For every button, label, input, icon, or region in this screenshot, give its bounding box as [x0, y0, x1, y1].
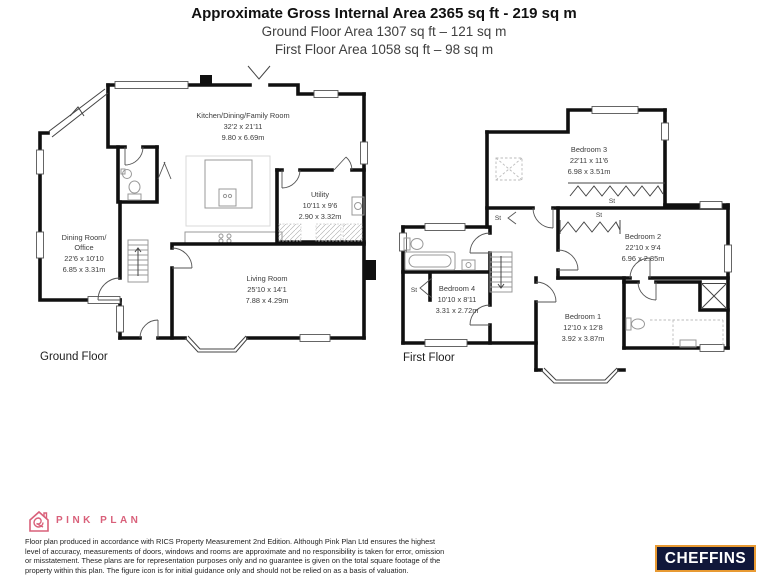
pink-plan-house-icon [27, 508, 51, 534]
first-area-subtitle: First Floor Area 1058 sq ft – 98 sq m [274, 42, 494, 57]
bedroom4-imperial: 10'10 x 8'11 [437, 295, 477, 304]
ground-floor-label: Ground Floor [40, 351, 108, 363]
dining-metric: 6.85 x 3.31m [62, 265, 106, 274]
living-metric: 7.88 x 4.29m [245, 296, 289, 305]
kitchen-units [185, 156, 282, 244]
living-imperial: 25'10 x 14'1 [247, 285, 287, 294]
dining-label-1: Dining Room/ [61, 233, 107, 242]
kitchen-imperial: 32'2 x 21'11 [223, 122, 263, 131]
cheffins-logo: CHEFFINS [655, 545, 756, 572]
living-label: Living Room [246, 274, 288, 283]
bedroom4-label: Bedroom 4 [438, 284, 476, 293]
pink-plan-logo: PINK PLAN [56, 515, 142, 526]
kitchen-metric: 9.80 x 6.69m [221, 133, 265, 142]
bedroom3-imperial: 22'11 x 11'6 [569, 156, 609, 165]
disclaimer-text [25, 537, 495, 575]
disclaimer-line-3: or misstatement. These plans are for representation purposes only and no guarantee is given on the total square footage of the [25, 556, 441, 566]
bedroom2-imperial: 22'10 x 9'4 [625, 243, 661, 252]
bedroom4-metric: 3.31 x 2.72m [435, 306, 479, 315]
disclaimer-line-1: Floor plan produced in accordance with RICS Property Measurement 2nd Edition. Although Pink Plan Ltd ensures the highest [25, 537, 436, 546]
bathroom-fixtures [404, 238, 475, 270]
wc-fixtures [121, 169, 141, 200]
first-floor-plan [393, 93, 737, 393]
disclaimer-line-2: level of accuracy, measurements of doors, windows and rooms are approximate and no responsibility is taken for error, omission [25, 546, 445, 556]
utility-label: Utility [310, 190, 330, 199]
page-title [0, 4, 768, 59]
bedroom3-metric: 6.98 x 3.51m [567, 167, 611, 176]
first-floor-label: First Floor [403, 352, 455, 364]
kitchen-label: Kitchen/Dining/Family Room [196, 111, 290, 120]
dining-imperial: 22'6 x 10'10 [64, 254, 104, 263]
ground-area-subtitle: Ground Floor Area 1307 sq ft – 121 sq m [261, 24, 507, 39]
utility-metric: 2.90 x 3.32m [298, 212, 342, 221]
storage-label-bed4: St [410, 287, 418, 294]
bedroom1-imperial: 12'10 x 12'8 [563, 323, 603, 332]
utility-imperial: 10'11 x 9'6 [302, 201, 338, 210]
bedroom3-label: Bedroom 3 [570, 145, 608, 154]
storage-label-bed2: St [595, 212, 603, 219]
bedroom1-metric: 3.92 x 3.87m [561, 334, 605, 343]
storage-label-landing: St [494, 215, 502, 222]
bay-window [185, 336, 248, 352]
ground-floor-plan [28, 60, 392, 368]
gross-area-title: Approximate Gross Internal Area 2365 sq ft - 219 sq m [191, 5, 577, 22]
bedroom2-label: Bedroom 2 [624, 232, 662, 241]
disclaimer-line-4: property within this plan. The figure icon is for initial guidance only and should not be relied on as a basis of valuation. [25, 565, 409, 575]
ground-stairs [128, 240, 148, 282]
dining-label-2: Office [74, 243, 94, 252]
first-stairs [490, 252, 512, 292]
rooflight [496, 158, 522, 180]
bedroom2-metric: 6.96 x 2.85m [621, 254, 665, 263]
storage-label-bed3: St [608, 198, 616, 205]
bedroom1-bay-window [541, 368, 619, 383]
ensuite-fixtures [626, 284, 727, 348]
bedroom1-label: Bedroom 1 [564, 312, 602, 321]
